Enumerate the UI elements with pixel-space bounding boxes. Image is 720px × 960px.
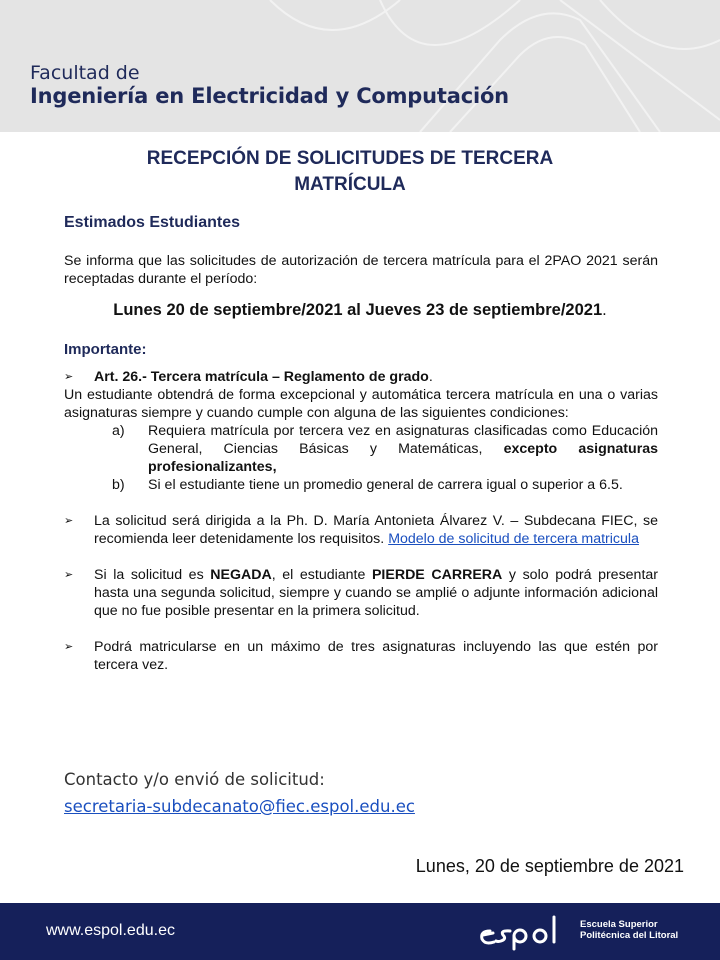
faculty-line1: Facultad de (30, 62, 140, 84)
footer-bar (0, 903, 720, 960)
footer-url[interactable]: www.espol.edu.ec (46, 922, 175, 939)
denied-text-3: y solo podrá presentar hasta una segunda solicitud, siempre y cuando se amplié o adjunte información adicional que no fue posible presentar en la primera solicitud. (94, 567, 659, 619)
art-bullet (64, 368, 658, 386)
request-bullet (64, 512, 658, 548)
denied-text-2: , el estudiante (271, 567, 372, 583)
denied-bold-2: PIERDE CARRERA (371, 567, 503, 583)
max-subjects-text: Podrá matricularse en un máximo de tres asignaturas incluyendo las que estén por tercera vez. (94, 639, 658, 673)
condition-a-bold: excepto asignaturas profesionalizantes, (148, 441, 658, 475)
denied-bold-1: NEGADA (210, 567, 272, 583)
max-subjects-bullet (64, 638, 658, 674)
faculty-name (30, 62, 509, 108)
page-title (90, 146, 610, 198)
denied-bullet (64, 566, 658, 620)
period-text: Lunes 20 de septiembre/2021 al Jueves 23 de septiembre/2021 (113, 301, 603, 319)
condition-a-marker: a) (112, 423, 125, 439)
espol-logo-icon (476, 911, 576, 951)
espol-logo-text (580, 919, 678, 941)
request-text: La solicitud será dirigida a la Ph. D. María Antonieta Álvarez V. – Subdecana FIEC, se recomienda leer detenidamente los requisitos. (94, 513, 658, 547)
period-dates (60, 301, 660, 320)
condition-b-text: Si el estudiante tiene un promedio general de carrera igual o superior a 6.5. (148, 477, 623, 493)
period-dot: . (602, 301, 607, 319)
title-line1: RECEPCIÓN DE SOLICITUDES DE TERCERA (146, 148, 554, 169)
important-heading: Importante: (64, 341, 147, 358)
art-text: Un estudiante obtendrá de forma excepcional y automática tercera matrícula en una o varias asignaturas siempre y cuando cumple con alguna de las siguientes condiciones: (64, 387, 658, 421)
arrow-bullet-icon: ➢ (64, 641, 74, 653)
denied-text-1: Si la solicitud es (94, 567, 211, 583)
header-banner (0, 0, 720, 132)
condition-b-marker: b) (112, 477, 125, 493)
title-line2: MATRÍCULA (294, 174, 406, 195)
logo-line1: Escuela Superior (580, 919, 658, 930)
logo-line2: Politécnica del Litoral (580, 930, 679, 941)
arrow-bullet-icon: ➢ (64, 569, 74, 581)
document-date: Lunes, 20 de septiembre de 2021 (415, 856, 684, 876)
condition-a (112, 422, 658, 476)
condition-a-text: Requiera matrícula por tercera vez en asignaturas clasificadas como Educación General, Ciencias Básicas y Matemáticas, (148, 423, 658, 457)
arrow-bullet-icon: ➢ (64, 515, 74, 527)
request-template-link[interactable]: Modelo de solicitud de tercera matricula (388, 531, 639, 547)
arrow-bullet-icon: ➢ (64, 371, 74, 383)
art-title: Art. 26.- Tercera matrícula – Reglamento de grado (94, 369, 429, 385)
intro-paragraph: Se informa que las solicitudes de autorización de tercera matrícula para el 2PAO 2021 serán receptadas durante el período: (64, 253, 658, 287)
greeting: Estimados Estudiantes (64, 214, 241, 231)
conditions-body (64, 368, 658, 674)
contact-label: Contacto y/o envió de solicitud: (64, 770, 325, 789)
art-title-dot: . (428, 369, 433, 385)
condition-b (112, 476, 658, 494)
faculty-line2: Ingeniería en Electricidad y Computación (30, 84, 509, 108)
contact-email-link[interactable]: secretaria-subdecanato@fiec.espol.edu.ec (64, 797, 415, 816)
